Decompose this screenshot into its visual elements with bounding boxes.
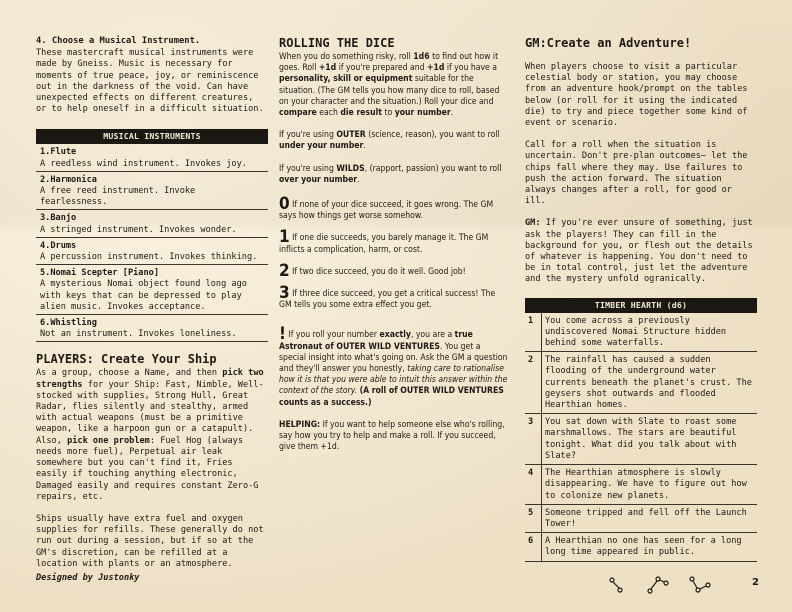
instrument-item: [36, 144, 268, 171]
text-span: If you roll your number: [288, 330, 378, 341]
text-span: to find out how it goes. Roll: [279, 52, 499, 74]
text-span: If you're using: [279, 130, 334, 141]
text-span: 3: [525, 414, 542, 465]
result-zero: [279, 194, 509, 222]
table-row: [525, 414, 757, 465]
text-span: If one die succeeds, you barely manage it. The GM inflicts a complication, harm, or cost.: [279, 233, 489, 255]
text-span: If you want to help someone else who's rolling, say how you try to help and make a roll. If you succeed, give them +1d.: [279, 419, 505, 453]
text-span: GM:: [525, 218, 541, 229]
text-span: personality, skill or equipment: [279, 74, 413, 85]
table-row: [525, 533, 757, 561]
instrument-name: 3.Banjo: [40, 213, 77, 224]
text-span: if you have a: [446, 63, 498, 74]
text-span: WILDS: [336, 163, 365, 174]
ship-paragraph: [36, 368, 268, 502]
instrument-name: 6.Whistling: [40, 318, 97, 329]
text-span: 1: [279, 227, 290, 248]
text-span: HELPING:: [279, 419, 321, 430]
instrument-name: 1.Flute: [40, 147, 77, 158]
musical-instruments-title: MUSICAL INSTRUMENTS: [36, 129, 268, 144]
text-span: If two dice succeed, you do it well. Good job!: [292, 266, 466, 277]
text-span: Someone tripped and fell off the Launch Tower!: [542, 504, 758, 532]
text-span: +1d: [426, 63, 445, 74]
players-heading: PLAYERS: Create Your Ship: [36, 352, 217, 367]
text-span: 1d6: [413, 52, 430, 62]
text-span: .: [357, 174, 360, 185]
ship-supplies: Ships usually have extra fuel and oxygen supplies for refills. These generally do not run out during a session, but if so at the GM's discretion, can be refilled at a location with plants or an atmosphere.: [36, 513, 264, 569]
instruments-list: [36, 144, 268, 342]
text-span: to: [384, 108, 393, 119]
rolling-intro: [279, 52, 509, 119]
timber-hearth-table: [525, 313, 757, 562]
ship-problem: pick one problem: [67, 435, 150, 446]
timber-hearth-title: TIMBER HEARTH (d6): [525, 298, 757, 313]
text-span: OUTER: [336, 130, 366, 141]
instrument-desc: A stringed instrument. Invokes wonder.: [40, 224, 237, 235]
instrument-desc: A percussion instrument. Invokes thinking.: [40, 252, 258, 263]
instrument-item: [36, 265, 268, 315]
text-span: .: [363, 141, 366, 152]
text-span: die result: [340, 108, 382, 119]
text-span: When you do something risky, roll: [279, 52, 411, 62]
column-middle: [279, 36, 509, 453]
result-one: [279, 227, 509, 255]
ship-text: As a group, choose a Name, and then: [36, 368, 218, 379]
text-span: If none of your dice succeed, it goes wrong. The GM says how things get worse somehow.: [279, 200, 494, 222]
text-span: If three dice succeed, you get a critical success! The GM tells you some extra effect you get.: [279, 289, 496, 311]
wilds-rule: [279, 164, 509, 186]
gm-paragraph-1: When players choose to visit a particular celestial body or station, you may choose from an adventure hook/prompt on the tables below (or roll for it using the indicated die) to try and piece together some kind of event or scenario.: [525, 62, 748, 129]
text-span: 6: [525, 533, 542, 561]
text-span: compare: [279, 108, 317, 119]
instrument-desc: Not an instrument. Invokes loneliness.: [40, 329, 237, 340]
text-span: 2: [525, 352, 542, 414]
text-span: A Hearthian no one has seen for a long long time appeared in public.: [542, 533, 758, 561]
text-span: (science, reason), you want to roll: [368, 130, 500, 141]
constellation-icon: [606, 574, 716, 598]
text-span: The Hearthian atmosphere is slowly disappearing. We have to figure out how to colonize new planets.: [542, 465, 758, 505]
ship-text: : Fuel Hog (always needs more fuel), Perpetual air leak somewhere but you can't find it, Fries easily if touching anything electronic, Damaged easily and requires constant Zero-G repairs, etc.: [36, 435, 259, 502]
gm-paragraph-3: [525, 218, 757, 285]
text-span: . You get a special insight into what's going on. Ask the GM a question and they'll answer you honestly,: [279, 341, 508, 375]
page-number: 2: [752, 577, 759, 588]
text-span: 1: [525, 313, 542, 352]
instrument-item: [36, 315, 268, 342]
text-span: 0: [279, 194, 290, 215]
result-two: [279, 260, 509, 281]
result-exact: [279, 324, 509, 408]
instrument-name: 4.Drums: [40, 240, 77, 251]
text-span: true Astronaut of OUTER WILD VENTURES: [279, 330, 473, 352]
text-span: +1d: [318, 63, 337, 74]
column-left: [36, 36, 268, 584]
instrument-desc: A reedless wind instrument. Invokes joy.: [40, 158, 247, 169]
table-row: [525, 465, 757, 505]
column-right: [525, 36, 757, 562]
helping-rule: [279, 420, 509, 454]
table-row: [525, 313, 757, 352]
rolling-heading: ROLLING THE DICE: [279, 36, 395, 50]
text-span: If you're ever unsure of something, just ask the players! They can fill in the background for you, or flesh out the details of whatever is happening. You don't need to be in total control, just let the adventure and the mystery unfold ogranically.: [525, 218, 753, 285]
text-span: taking care to rationalise how it is that you were able to intuit this answer within the context of the story.: [279, 364, 508, 397]
instruments-heading: 4. Choose a Musical Instrument.: [36, 36, 201, 46]
text-span: each: [319, 108, 338, 119]
result-three: [279, 283, 509, 311]
text-span: The rainfall has caused a sudden flooding of the underground water currents beneath the planet's crust. The geysers shot outwards and flooded Hearthian homes.: [542, 352, 758, 414]
text-span: under your number: [279, 141, 364, 152]
ship-text: for your Ship: Fast, Nimble, Well-stocked with supplies, Strong Hull, Great Radar, flies silently and stealthy, armed with actual weapons (must be a primitive weapon, like a harpoon gun or a catapult). Also,: [36, 379, 264, 446]
text-span: , you are a: [410, 330, 453, 341]
text-span: , (rapport, passion) you want to roll: [364, 163, 502, 174]
ship-strengths: pick two strengths: [36, 368, 264, 390]
text-span: 4: [525, 465, 542, 505]
gm-paragraph-2: Call for a roll when the situation is uncertain. Don't pre-plan outcomes— let the chips fall where they may. Use failures to push the action forward. The situation always changes after a roll, for good or ill.: [525, 140, 748, 207]
text-span: your number: [394, 108, 451, 119]
text-span: suitable for the situation. (The GM tells you how many dice to roll, based on your character and the situation.) Roll your dice and: [279, 74, 500, 107]
instrument-item: [36, 238, 268, 265]
instrument-name: 5.Nomai Scepter [Piano]: [40, 268, 159, 279]
instrument-item: [36, 172, 268, 211]
text-span: 5: [525, 504, 542, 532]
text-span: You sat down with Slate to roast some marshmallows. The stars are beautiful tonight. What did you talk about with Slate?: [542, 414, 758, 465]
table-row: [525, 504, 757, 532]
text-span: if you're prepared and: [338, 63, 425, 74]
text-span: 3: [279, 283, 290, 304]
table-row: [525, 352, 757, 414]
designer-credit: Designed by Justonky: [36, 572, 140, 583]
text-span: 2: [279, 260, 290, 281]
text-span: (A roll of OUTER WILD VENTURES counts as a success.): [279, 386, 504, 408]
instrument-desc: A mysterious Nomai object found long ago with keys that can be depressed to play alien music. Invokes acceptance.: [40, 279, 247, 312]
text-span: !: [279, 324, 286, 345]
text-span: You come across a previously undiscovered Nomai Structure hidden behind some waterfalls.: [542, 313, 758, 352]
text-span: exactly: [379, 330, 411, 341]
text-span: If you're using: [279, 163, 334, 174]
instrument-name: 2.Harmonica: [40, 174, 97, 185]
outer-rule: [279, 130, 509, 152]
instrument-desc: A free reed instrument. Invoke fearlessness.: [40, 186, 196, 208]
gm-heading: GM:Create an Adventure!: [525, 36, 692, 50]
instrument-item: [36, 210, 268, 237]
text-span: .: [450, 108, 454, 119]
text-span: over your number: [279, 174, 358, 185]
instruments-intro: These mastercraft musical instruments were made by Gneiss. Music is necessary for moments of true peace, joy, or reminiscence out in the darkness of the void. Can have unexpected effects on different creatures, or to help oneself in a difficult situation.: [36, 48, 264, 115]
